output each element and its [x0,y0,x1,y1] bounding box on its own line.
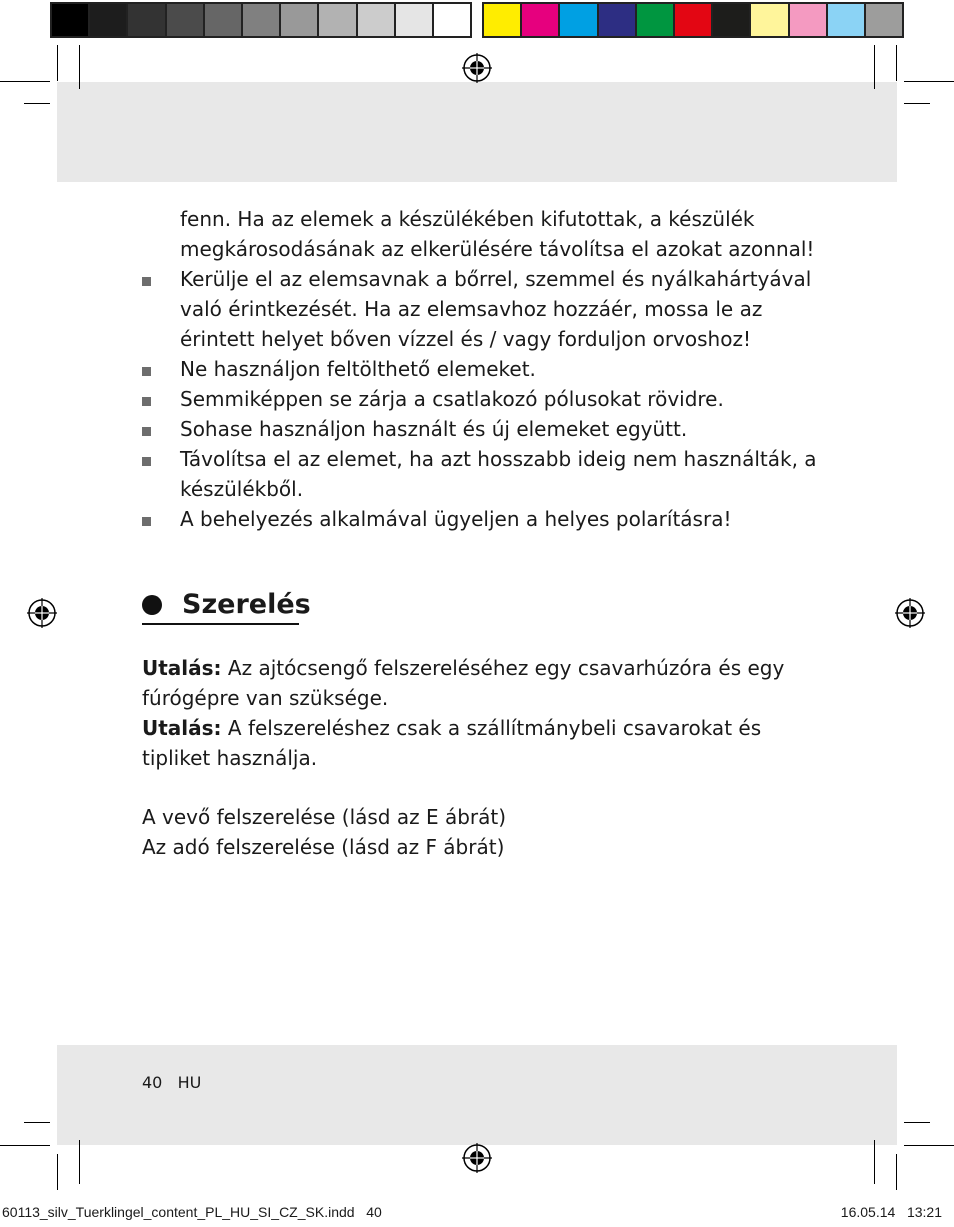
crop-mark [874,45,875,89]
heading-dot-icon [142,595,162,615]
page-number [142,1073,201,1093]
registration-mark-icon [895,598,925,628]
color-swatch [484,4,522,36]
note-text: A felszereléshez csak a szállítmánybeli csavarokat és tipliket használja. [142,716,762,770]
list-item-text: Semmiképpen se zárja a csatlakozó pólusokat rövidre. [180,387,724,411]
color-swatch [637,4,675,36]
gray-swatch [52,4,90,36]
note-text: Az ajtócsengő felszereléséhez egy csavarhúzóra és egy fúrógépre van szüksége. [142,656,785,710]
footer-band [57,1045,897,1145]
footer-file-slug: 60113_silv_Tuerklingel_content_PL_HU_SI_CZ_SK.indd 40 [2,1204,382,1220]
bullet-square-icon [142,397,151,406]
color-swatch [560,4,598,36]
crop-mark [24,1122,50,1123]
section-title: Szerelés [182,589,311,620]
gray-swatch [396,4,434,36]
gray-swatch [205,4,243,36]
crop-mark [0,1145,50,1146]
note-label: Utalás: [142,656,222,680]
crop-mark [904,1145,954,1146]
crop-mark [904,1122,930,1123]
crop-mark [79,45,80,89]
note-label: Utalás: [142,716,222,740]
color-swatch [675,4,713,36]
crop-mark [0,81,50,82]
bullet-square-icon [142,427,151,436]
registration-mark-icon [462,1143,492,1173]
list-item-text: Kerülje el az elemsavnak a bőrrel, szemmel és nyálkahártyával való érintkezését. Ha az elemsavhoz hozzáér, mossa le az érintett helyet bőven vízzel és / vagy forduljon orvoshoz! [180,267,812,351]
bullet-square-icon [142,277,151,286]
gray-swatch [358,4,396,36]
crop-mark [24,103,50,104]
bullet-square-icon [142,367,151,376]
color-swatch [599,4,637,36]
note-paragraph [142,713,832,773]
crop-mark [904,103,930,104]
crop-mark [874,1140,875,1184]
crop-mark [79,1140,80,1184]
list-item-text: Ne használjon feltölthető elemeket. [180,357,536,381]
gray-swatch [281,4,319,36]
gray-swatch [243,4,281,36]
list-item-text: A behelyezés alkalmával ügyeljen a helyes polarításra! [180,507,732,531]
color-swatch [828,4,866,36]
crop-mark [896,45,897,81]
color-swatch [751,4,789,36]
registration-mark-icon [27,598,57,628]
note-paragraph [142,653,832,713]
crop-mark [896,1154,897,1190]
gray-swatch [319,4,357,36]
transmitter-mounting-line: Az adó felszerelése (lásd az F ábrát) [142,835,505,859]
receiver-mounting-line: A vevő felszerelése (lásd az E ábrát) [142,805,507,829]
gray-swatch [434,4,470,36]
process-color-bar [482,2,904,38]
gray-swatch [167,4,205,36]
color-swatch [866,4,902,36]
crop-mark [57,1154,58,1190]
header-band [57,82,897,182]
list-item-text: Távolítsa el az elemet, ha azt hosszabb ideig nem használták, a készülékből. [180,447,817,501]
grayscale-color-bar [50,2,472,38]
page-number-value: 40 [142,1073,163,1092]
heading-underline [142,623,299,625]
registration-mark-icon [462,53,492,83]
bullet-square-icon [142,517,151,526]
crop-mark [57,45,58,81]
list-item-text: Sohase használjon használt és új elemeket együtt. [180,417,688,441]
page-language: HU [177,1073,202,1092]
crop-mark [904,81,954,82]
color-swatch [713,4,751,36]
gray-swatch [128,4,166,36]
gray-swatch [90,4,128,36]
color-swatch [790,4,828,36]
color-swatch [522,4,560,36]
bullet-square-icon [142,457,151,466]
continuation-paragraph: fenn. Ha az elemek a készülékében kifutottak, a készülék megkárosodásának az elkerülésére távolítsa el azokat azonnal! [180,207,815,261]
footer-date-slug: 16.05.14 13:21 [840,1204,942,1220]
